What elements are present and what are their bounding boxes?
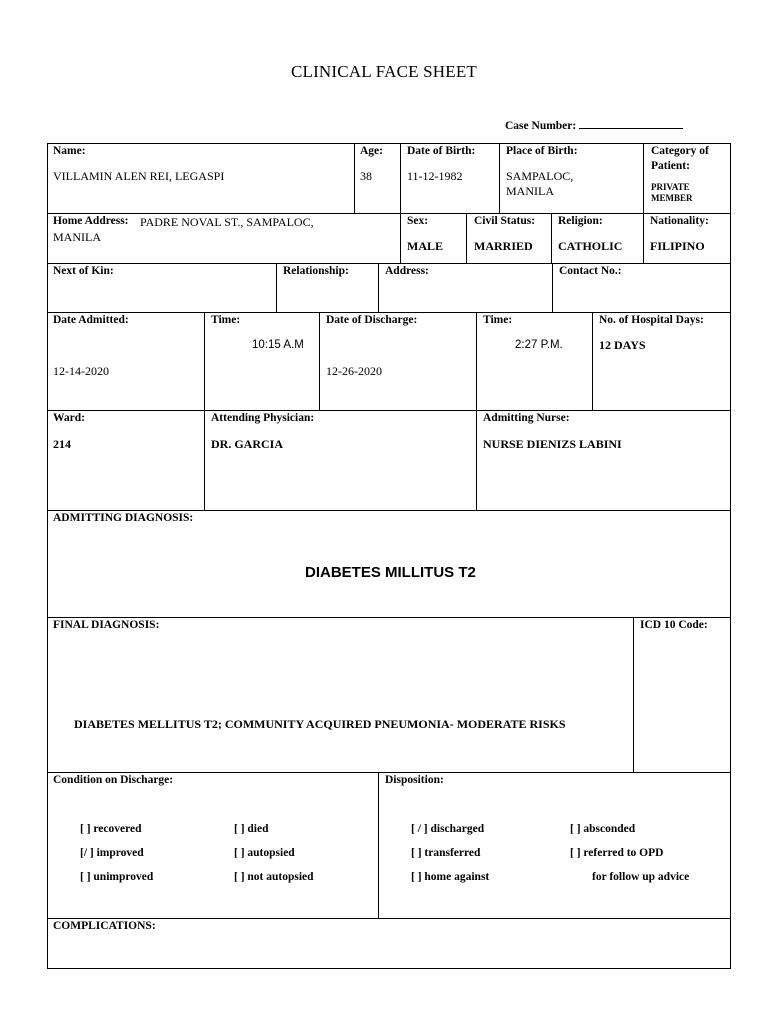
category-label-line2: Patient: [651,160,690,172]
relationship-label: Relationship: [283,265,349,277]
admitting-diagnosis-value: DIABETES MILLITUS T2 [305,564,476,581]
date-admitted-cell[interactable] [47,312,205,411]
checkbox-unimproved[interactable]: [ ] unimproved [80,871,154,883]
contact-label: Contact No.: [559,265,622,277]
nurse-label: Admitting Nurse: [483,412,570,424]
dob-value: 11-12-1982 [407,169,463,183]
checkbox-absconded[interactable]: [ ] absconded [570,823,636,835]
category-value-line1: PRIVATE [651,182,690,192]
case-number-field[interactable] [579,118,683,129]
sex-label: Sex: [407,215,429,227]
time-discharge-cell[interactable] [476,312,593,411]
nationality-label: Nationality: [650,215,709,227]
checkbox-autopsied[interactable]: [ ] autopsied [234,847,295,859]
checkbox-referred-opd[interactable]: [ ] referred to OPD [570,847,664,859]
sex-value: MALE [407,239,443,253]
condition-cell[interactable] [47,772,379,919]
icd-code-cell[interactable] [633,617,731,773]
time-admitted-cell[interactable] [204,312,320,411]
next-of-kin-label: Next of Kin: [53,265,114,277]
physician-value: DR. GARCIA [211,437,283,451]
time-discharge-value: 2:27 P.M. [515,339,563,351]
address-value-line1: PADRE NOVAL ST., SAMPALOC, [140,215,314,229]
date-discharge-value: 12-26-2020 [326,364,382,378]
name-value: VILLAMIN ALEN REI, LEGASPI [53,169,225,183]
address-label: Home Address: [53,215,129,227]
nurse-value: NURSE DIENIZS LABINI [483,437,622,451]
final-diagnosis-value: DIABETES MELLITUS T2; COMMUNITY ACQUIRED PNEUMONIA- MODERATE RISKS [74,717,566,731]
category-label-line1: Category of [651,145,709,157]
disposition-cell[interactable] [378,772,731,919]
dob-label: Date of Birth: [407,145,476,157]
condition-label: Condition on Discharge: [53,774,174,786]
date-admitted-label: Date Admitted: [53,314,129,326]
hospital-days-value: 12 DAYS [599,338,646,352]
time-discharge-label: Time: [483,314,513,326]
final-diagnosis-label: FINAL DIAGNOSIS: [53,619,160,631]
time-admitted-value: 10:15 A.M [252,339,304,351]
admitting-diagnosis-label: ADMITTING DIAGNOSIS: [53,512,194,524]
checkbox-recovered[interactable]: [ ] recovered [80,823,142,835]
nurse-cell[interactable] [476,410,731,511]
date-discharge-label: Date of Discharge: [326,314,418,326]
checkbox-transferred[interactable]: [ ] transferred [411,847,481,859]
pob-value-line2: MANILA [506,184,554,198]
date-admitted-value: 12-14-2020 [53,364,109,378]
case-number [505,118,683,132]
time-admitted-label: Time: [211,314,241,326]
civil-status-label: Civil Status: [474,215,536,227]
complications-label: COMPLICATIONS: [53,920,156,932]
ward-value: 214 [53,437,71,451]
checkbox-improved[interactable]: [/ ] improved [80,847,144,859]
age-label: Age: [360,145,383,157]
ward-label: Ward: [53,412,85,424]
address-value-line2: MANILA [53,230,101,244]
final-diagnosis-cell[interactable] [47,617,634,773]
ward-cell[interactable] [47,410,205,511]
hospital-days-label: No. of Hospital Days: [599,314,704,326]
religion-label: Religion: [558,215,603,227]
pob-label: Place of Birth: [506,145,578,157]
case-number-label: Case Number: [505,120,577,132]
icd-code-label: ICD 10 Code: [640,619,708,631]
page-title: CLINICAL FACE SHEET [290,62,478,81]
physician-cell[interactable] [204,410,477,511]
category-value-line2: MEMBER [651,193,693,203]
age-value: 38 [360,169,372,183]
checkbox-died[interactable]: [ ] died [234,823,269,835]
nationality-value: FILIPINO [650,239,705,253]
name-label: Name: [53,145,86,157]
checkbox-not-autopsied[interactable]: [ ] not autopsied [234,871,314,883]
checkbox-home-against[interactable]: [ ] home against [411,871,490,883]
disposition-label: Disposition: [385,774,444,786]
pob-value-line1: SAMPALOC, [506,169,574,183]
hospital-days-cell[interactable] [592,312,731,411]
religion-value: CATHOLIC [558,239,623,253]
civil-status-value: MARRIED [474,239,533,253]
checkbox-discharged[interactable]: [ / ] discharged [411,823,485,835]
follow-up-text: for follow up advice [592,871,690,883]
physician-label: Attending Physician: [211,412,315,424]
kin-address-label: Address: [385,265,429,277]
date-discharge-cell[interactable] [319,312,477,411]
